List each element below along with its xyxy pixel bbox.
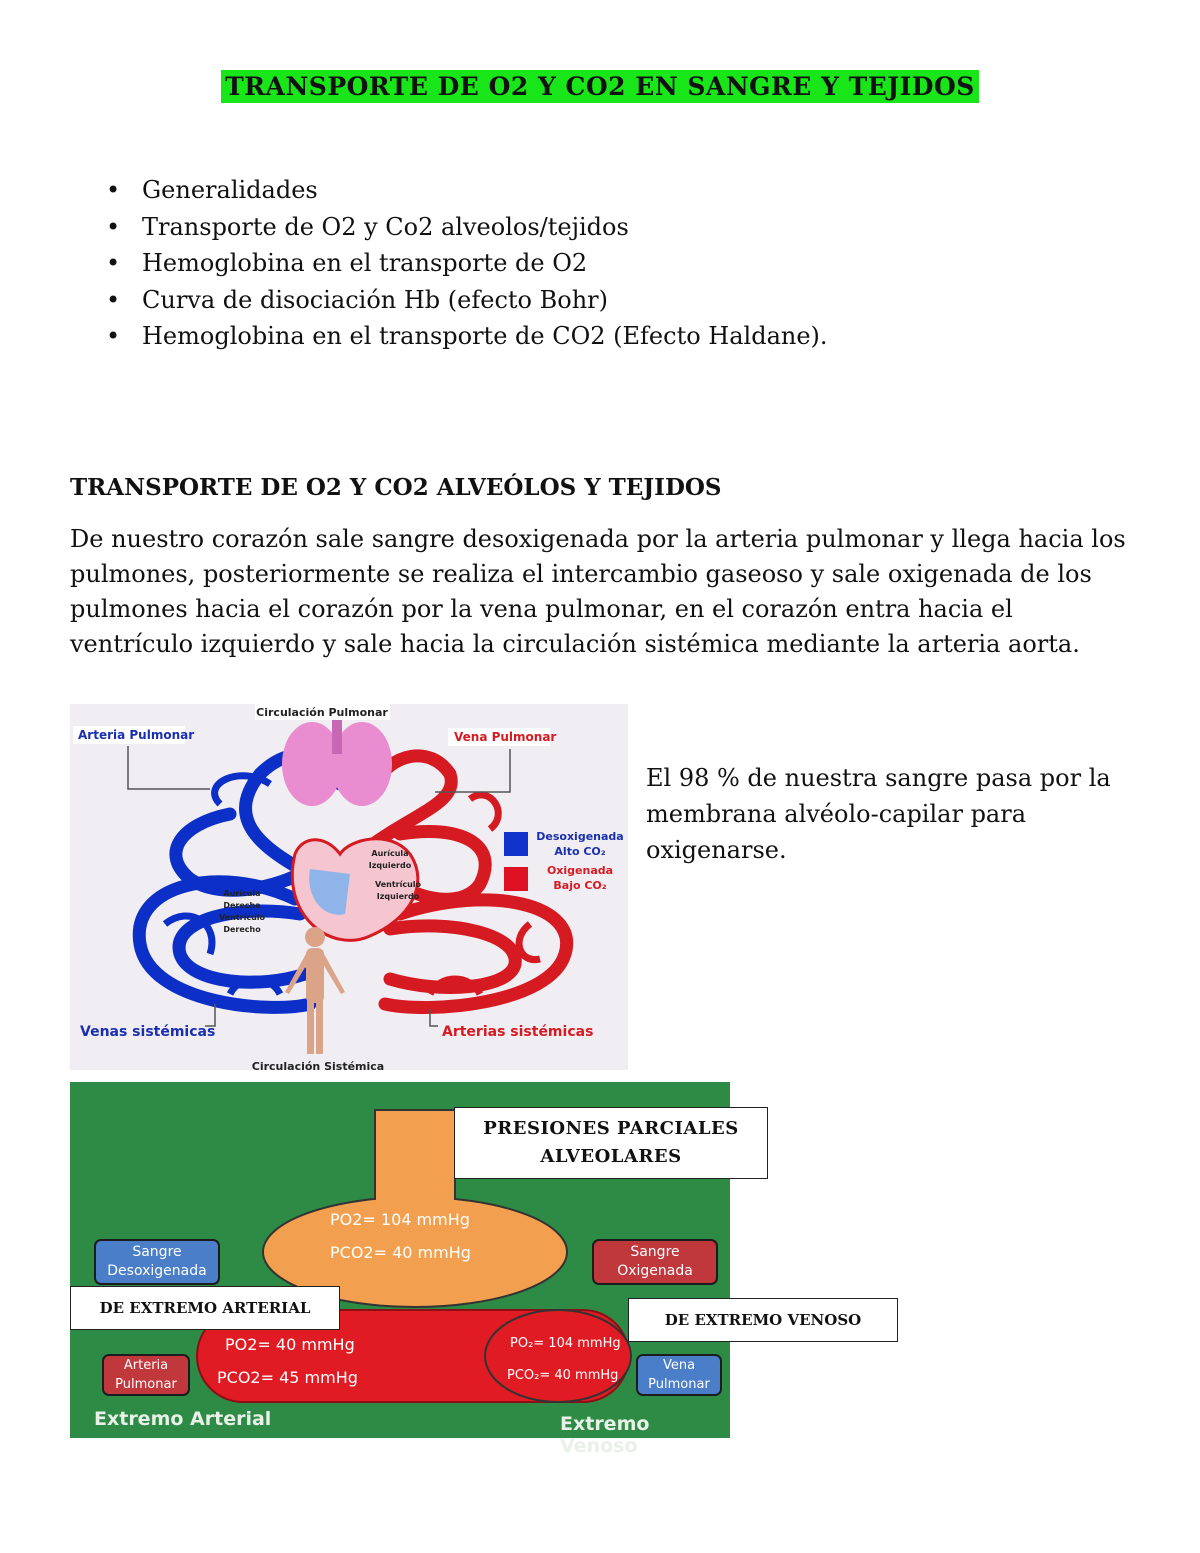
pulmonary-circulation-label: Circulación Pulmonar — [256, 706, 388, 719]
left-atrium-label-2: Izquierdo — [368, 861, 412, 870]
venous-pco2: PCO₂= 40 mmHg — [507, 1368, 619, 1383]
pulmonary-artery-label: Arteria Pulmonar — [78, 728, 195, 742]
systemic-veins-label: Venas sistémicas — [80, 1024, 216, 1040]
list-item: • Transporte de O2 y Co2 alveolos/tejidos — [100, 209, 828, 246]
legend-low-co2-label: Bajo CO₂ — [553, 879, 607, 892]
legend-high-co2-label: Alto CO₂ — [554, 845, 606, 858]
right-atrium-label-2: Derecha — [223, 901, 261, 910]
side-note: El 98 % de nuestra sangre pasa por la membrana alvéolo-capilar para oxigenarse. — [646, 764, 1111, 864]
systemic-arteries-label: Arterias sistémicas — [442, 1024, 594, 1040]
left-atrium-label-1: Aurícula — [371, 849, 409, 858]
right-atrium-label-1: Aurícula — [223, 889, 261, 898]
left-ventricle-label-2: Izquierdo — [376, 892, 420, 901]
pulmonary-vein-label: Vena Pulmonar — [454, 730, 557, 744]
alveolar-po2: PO2= 104 mmHg — [330, 1210, 470, 1229]
venous-end-label: Extremo Venoso — [560, 1413, 650, 1457]
arterial-end-label: Extremo Arterial — [94, 1408, 272, 1430]
deoxygenated-blood-box: Sangre Desoxigenada — [94, 1239, 220, 1285]
venous-end-callout: DE EXTREMO VENOSO — [628, 1298, 898, 1342]
list-item: • Hemoglobina en el transporte de O2 — [100, 245, 828, 282]
page-title — [0, 72, 1200, 101]
legend-swatch-oxygenated — [504, 867, 528, 891]
arterial-pco2: PCO2= 45 mmHg — [217, 1368, 358, 1387]
arterial-po2: PO2= 40 mmHg — [225, 1335, 355, 1354]
alveolar-pressures-callout: PRESIONES PARCIALES ALVEOLARES — [454, 1107, 768, 1179]
legend-deoxygenated-label: Desoxigenada — [536, 830, 624, 843]
venous-po2: PO₂= 104 mmHg — [510, 1336, 621, 1351]
circulation-diagram — [70, 704, 628, 1073]
arterial-end-callout: DE EXTREMO ARTERIAL — [70, 1286, 340, 1330]
right-ventricle-label-1: Ventrículo — [218, 913, 266, 922]
legend-oxygenated-label: Oxigenada — [546, 864, 614, 877]
pulmonary-artery-box: Arteria Pulmonar — [102, 1354, 190, 1396]
section-paragraph: De nuestro corazón sale sangre desoxigenada por la arteria pulmonar y llega hacia los pulmones, posteriormente se realiza el intercambio gaseoso y sale oxigenada de los pulmones hacia el corazón por la vena pulmonar, en el corazón entra hacia el ventrículo izquierdo y sale hacia la circulación sistémica mediante la arteria aorta. — [70, 525, 1126, 658]
list-item: • Hemoglobina en el transporte de CO2 (Efecto Haldane). — [100, 318, 828, 355]
oxygenated-blood-box: Sangre Oxigenada — [592, 1239, 718, 1285]
legend-swatch-deoxygenated — [504, 832, 528, 856]
systemic-circulation-label: Circulación Sistémica — [251, 1060, 385, 1073]
page-title-text: TRANSPORTE DE O2 Y CO2 EN SANGRE Y TEJIDOS — [221, 70, 979, 103]
list-item: • Generalidades — [100, 172, 828, 209]
pulmonary-vein-box: Vena Pulmonar — [636, 1354, 722, 1396]
topic-list — [100, 172, 828, 355]
left-ventricle-label-1: Ventrículo — [374, 880, 422, 889]
section-heading: TRANSPORTE DE O2 Y CO2 ALVEÓLOS Y TEJIDOS — [70, 474, 722, 501]
alveolar-pco2: PCO2= 40 mmHg — [330, 1243, 471, 1262]
right-ventricle-label-2: Derecho — [223, 925, 261, 934]
list-item: • Curva de disociación Hb (efecto Bohr) — [100, 282, 828, 319]
